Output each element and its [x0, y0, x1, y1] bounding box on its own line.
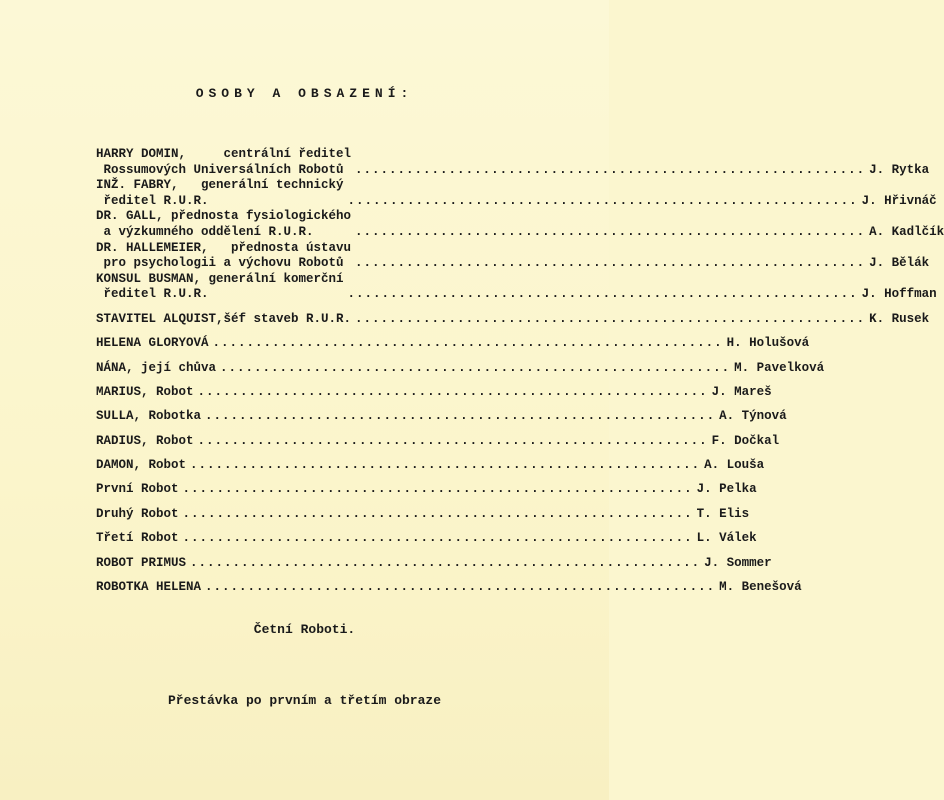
cast-list [96, 147, 944, 596]
cast-entry [96, 209, 944, 240]
intermission-note: Přestávka po prvním a třetím obraze [167, 693, 442, 708]
extras-note: Četní Roboti. [253, 622, 356, 637]
leader-dots: ............................................................ [347, 287, 858, 302]
leader-dots: ............................................................ [212, 336, 723, 351]
cast-role: MARIUS, Robot [96, 384, 194, 399]
cast-entry [96, 482, 757, 498]
cast-spacer [96, 547, 541, 556]
cast-spacer [96, 449, 541, 458]
cast-role: KONSUL BUSMAN, generální komerční ředitel R.U.R. [96, 271, 344, 302]
cast-entry [96, 360, 825, 377]
leader-dots: ............................................................ [205, 409, 716, 424]
cast-role: ROBOTKA HELENA [96, 580, 202, 595]
cast-actor: A. Kadlčík [869, 224, 944, 239]
cast-entry [96, 240, 930, 272]
cast-role: INŽ. FABRY, generální technický ředitel R.U.R. [96, 178, 344, 208]
page-title: OSOBY A OBSAZENÍ: [195, 86, 414, 101]
cast-spacer [96, 303, 541, 312]
cast-entry [96, 531, 757, 547]
cast-role: HARRY DOMIN, centrální ředitel Rossumových Universálních Robotů [96, 147, 352, 177]
cast-actor: J. Rytka [869, 162, 930, 177]
leader-dots: ............................................................ [347, 193, 858, 208]
leader-dots: ............................................................ [182, 506, 693, 521]
cast-actor: A. Týnová [719, 409, 787, 424]
cast-actor: J. Hřivnáč [861, 193, 937, 208]
cast-actor: L. Válek [696, 531, 757, 546]
cast-entry [96, 409, 787, 425]
leader-dots: ............................................................ [355, 224, 866, 239]
cast-actor: K. Rusek [869, 311, 930, 326]
leader-dots: ............................................................ [190, 555, 701, 570]
cast-entry [96, 433, 780, 450]
cast-actor: J. Sommer [704, 555, 772, 570]
cast-role: První Robot [96, 482, 179, 497]
cast-actor: J. Mareš [711, 384, 772, 399]
cast-entry [96, 384, 772, 401]
leader-dots: ............................................................ [190, 458, 701, 473]
cast-role: Třetí Robot [96, 531, 179, 546]
cast-actor: A. Louša [704, 458, 765, 473]
cast-actor: F. Dočkal [711, 433, 780, 448]
cast-role: Druhý Robot [96, 506, 179, 521]
cast-spacer [96, 474, 541, 483]
cast-role: HELENA GLORYOVÁ [96, 336, 209, 351]
cast-role: ROBOT PRIMUS [96, 555, 187, 570]
cast-entry [96, 555, 772, 572]
cast-spacer [96, 352, 541, 361]
cast-actor: M. Pavelková [734, 360, 825, 375]
leader-dots: ............................................................ [197, 433, 708, 448]
cast-spacer [96, 376, 541, 385]
cast-role: SULLA, Robotka [96, 409, 202, 424]
cast-entry [96, 458, 765, 474]
cast-entry [96, 336, 810, 352]
cast-entry [96, 311, 930, 328]
cast-role: DR. HALLEMEIER, přednosta ústavu pro psychologii a výchovu Robotů [96, 240, 352, 271]
leader-dots: ............................................................ [182, 531, 693, 546]
cast-spacer [96, 498, 541, 507]
cast-role: DR. GALL, přednosta fysiologického a výzkumného oddělení R.U.R. [96, 209, 352, 239]
cast-role: RADIUS, Robot [96, 433, 194, 448]
cast-entry [96, 580, 802, 596]
leader-dots: ............................................................ [355, 311, 866, 326]
cast-role: NÁNA, její chůva [96, 360, 217, 375]
cast-entry [96, 271, 937, 303]
cast-actor: J. Hoffman [861, 287, 937, 302]
cast-spacer [96, 571, 541, 580]
leader-dots: ............................................................ [355, 256, 866, 271]
cast-spacer [96, 401, 541, 410]
cast-entry [96, 506, 750, 523]
cast-spacer [96, 522, 541, 531]
cast-role: STAVITEL ALQUIST,šéf staveb R.U.R. [96, 311, 352, 326]
cast-actor: T. Elis [696, 506, 750, 521]
leader-dots: ............................................................ [182, 482, 693, 497]
leader-dots: ............................................................ [355, 162, 866, 177]
cast-spacer [96, 327, 541, 336]
cast-actor: J. Pelka [696, 482, 757, 497]
leader-dots: ............................................................ [197, 384, 708, 399]
cast-actor: M. Benešová [719, 580, 802, 595]
cast-role: DAMON, Robot [96, 458, 187, 473]
leader-dots: ............................................................ [205, 580, 716, 595]
cast-actor: J. Bělák [869, 256, 930, 271]
leader-dots: ............................................................ [220, 360, 731, 375]
cast-entry [96, 178, 937, 209]
cast-spacer [96, 425, 541, 434]
cast-entry [96, 147, 930, 178]
cast-actor: H. Holušová [726, 336, 810, 351]
